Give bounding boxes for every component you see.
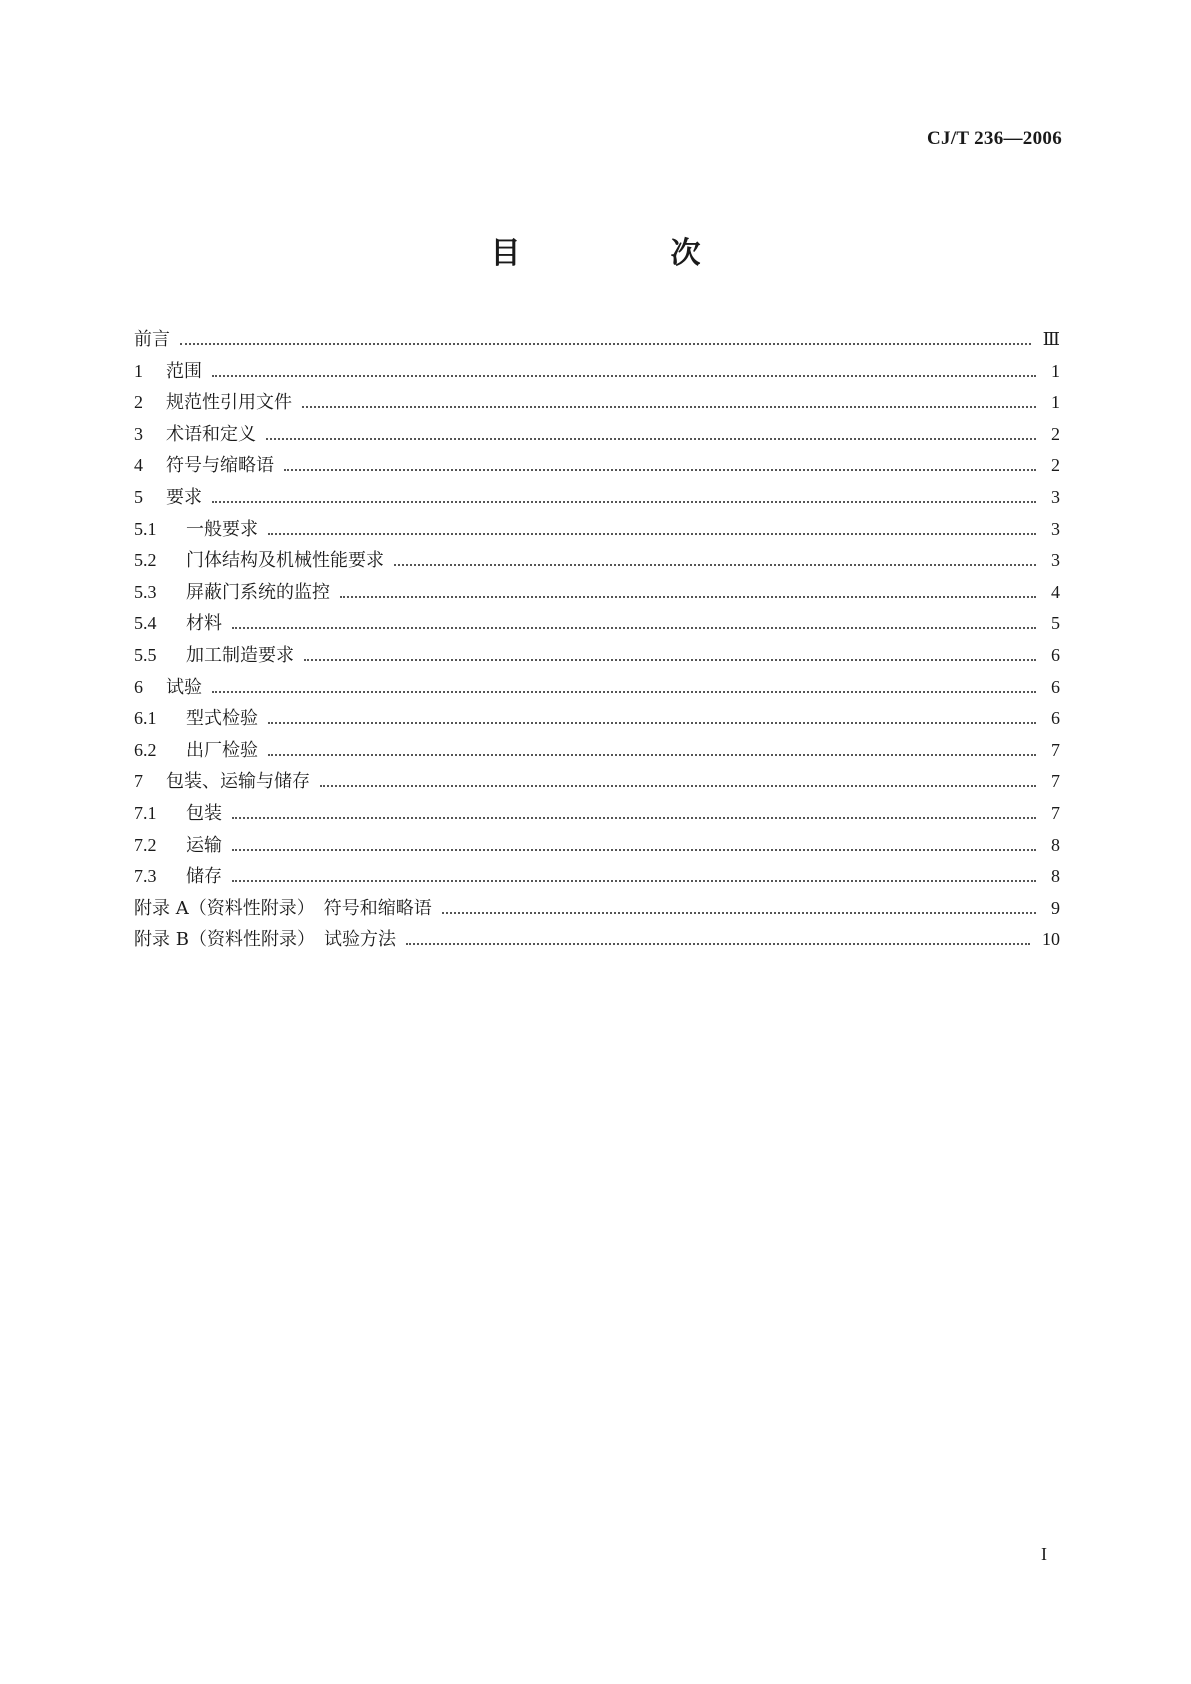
toc-entry-number: 6.1 — [134, 708, 157, 729]
toc-entry-title: 试验 — [166, 676, 202, 698]
toc-entry-number: 4 — [134, 455, 143, 476]
dot-leader — [232, 849, 1036, 851]
toc-entry-title: 包装 — [186, 802, 222, 824]
toc-entry-label — [134, 420, 266, 446]
toc-entry-page: 6 — [1051, 644, 1060, 665]
toc-entry-title: 附录 B（资料性附录） 试验方法 — [134, 929, 396, 951]
toc-entry-page: 8 — [1051, 834, 1060, 855]
toc-entry-number: 1 — [134, 360, 143, 381]
toc-entry[interactable] — [134, 704, 1060, 736]
toc-entry-number: 5.1 — [134, 518, 157, 539]
toc-entry-number: 3 — [134, 423, 143, 444]
toc-entry-page: 2 — [1051, 455, 1060, 476]
toc-entry-label — [134, 451, 284, 477]
toc-entry-page: 5 — [1051, 613, 1060, 634]
toc-entry-title: 前言 — [134, 329, 170, 350]
toc-entry-page: Ⅲ — [1042, 329, 1060, 349]
toc-entry-label — [134, 388, 302, 414]
toc-entry-page: 10 — [1042, 929, 1060, 950]
toc-entry-title: 一般要求 — [186, 518, 258, 540]
toc-entry-page: 7 — [1051, 802, 1060, 823]
toc-entry[interactable] — [134, 515, 1060, 547]
toc-entry[interactable] — [134, 451, 1060, 483]
toc-entry-label — [134, 641, 304, 667]
toc-entry[interactable] — [134, 799, 1060, 831]
toc-entry[interactable] — [134, 388, 1060, 420]
toc-entry-title: 包装、运输与储存 — [166, 771, 310, 793]
toc-title: 目 次 — [490, 236, 761, 271]
toc-entry-title: 门体结构及机械性能要求 — [186, 550, 384, 572]
toc-entry-number: 6 — [134, 676, 143, 697]
toc-entry-number: 7.3 — [134, 866, 157, 887]
toc-entry-title: 储存 — [186, 866, 222, 888]
dot-leader — [212, 501, 1036, 503]
standard-code: CJ/T 236—2006 — [927, 128, 1062, 149]
toc-entry[interactable] — [134, 641, 1060, 673]
toc-entry-page: 4 — [1051, 581, 1060, 602]
toc-entry[interactable] — [134, 925, 1060, 957]
toc-entry-label — [134, 736, 268, 762]
toc-entry-number: 5.5 — [134, 644, 157, 665]
dot-leader — [268, 722, 1036, 724]
toc-entry-label — [134, 799, 232, 825]
toc-entry-title: 型式检验 — [186, 708, 258, 730]
dot-leader — [442, 912, 1036, 914]
toc-entry-number: 2 — [134, 392, 143, 413]
toc-entry-label — [134, 357, 212, 383]
dot-leader — [180, 343, 1031, 345]
dot-leader — [232, 627, 1036, 629]
toc-entry-label — [134, 767, 320, 793]
toc-entry-title: 屏蔽门系统的监控 — [186, 581, 330, 603]
toc-entry-label — [134, 546, 394, 572]
toc-entry-title: 要求 — [166, 486, 202, 508]
toc-entry-page: 7 — [1051, 771, 1060, 792]
toc-entry-label — [134, 862, 232, 888]
toc-entry-page: 3 — [1051, 486, 1060, 507]
dot-leader — [212, 691, 1036, 693]
toc-entry-page: 6 — [1051, 708, 1060, 729]
toc-entry-page: 2 — [1051, 423, 1060, 444]
toc-entry-number: 5.3 — [134, 581, 157, 602]
toc-entry-title: 出厂检验 — [186, 739, 258, 761]
toc-entry[interactable] — [134, 420, 1060, 452]
toc-entry-label — [134, 673, 212, 699]
dot-leader — [268, 754, 1036, 756]
dot-leader — [232, 880, 1036, 882]
toc-entry-title: 规范性引用文件 — [166, 392, 292, 414]
dot-leader — [406, 943, 1030, 945]
toc-entry[interactable] — [134, 831, 1060, 863]
dot-leader — [302, 406, 1036, 408]
toc-entry-page: 3 — [1051, 550, 1060, 571]
dot-leader — [340, 596, 1036, 598]
dot-leader — [394, 564, 1036, 566]
toc-entry-title: 材料 — [186, 613, 222, 635]
toc-entry-number: 7.2 — [134, 834, 157, 855]
toc-entry-number: 5 — [134, 486, 143, 507]
toc-entry-number: 5.4 — [134, 613, 157, 634]
toc-entry[interactable] — [134, 609, 1060, 641]
toc-entry-label — [134, 578, 340, 604]
toc-entry[interactable] — [134, 546, 1060, 578]
toc-entry[interactable] — [134, 578, 1060, 610]
toc-entry-page: 1 — [1051, 392, 1060, 413]
toc-entry[interactable] — [134, 862, 1060, 894]
toc-entry-label — [134, 831, 232, 857]
toc-entry-title: 符号与缩略语 — [166, 455, 274, 477]
toc-entry-label — [134, 704, 268, 730]
toc-entry-title: 术语和定义 — [166, 423, 256, 445]
toc-entry-label — [134, 515, 268, 541]
toc-entry-label — [134, 925, 406, 951]
toc-entry-page: 1 — [1051, 360, 1060, 381]
toc-entry-title: 附录 A（资料性附录） 符号和缩略语 — [134, 897, 432, 919]
toc-entry[interactable] — [134, 483, 1060, 515]
toc-entry-title: 加工制造要求 — [186, 644, 294, 666]
toc-entry-number: 5.2 — [134, 550, 157, 571]
toc-entry-page: 6 — [1051, 676, 1060, 697]
toc-entry-label — [134, 483, 212, 509]
dot-leader — [284, 469, 1036, 471]
toc-entry-page: 9 — [1051, 897, 1060, 918]
toc-entry-page: 8 — [1051, 866, 1060, 887]
dot-leader — [266, 438, 1036, 440]
toc-entry[interactable] — [134, 894, 1060, 926]
toc-entry-label — [134, 609, 232, 635]
toc-entry-number: 7 — [134, 771, 143, 792]
toc-entry[interactable] — [134, 325, 1060, 357]
dot-leader — [304, 659, 1036, 661]
toc-entry-page: 7 — [1051, 739, 1060, 760]
table-of-contents — [134, 325, 1060, 957]
toc-entry[interactable] — [134, 767, 1060, 799]
toc-entry-label — [134, 325, 180, 351]
dot-leader — [232, 817, 1036, 819]
toc-entry-page: 3 — [1051, 518, 1060, 539]
toc-entry-number: 6.2 — [134, 739, 157, 760]
toc-entry-title: 范围 — [166, 360, 202, 382]
dot-leader — [320, 785, 1036, 787]
dot-leader — [268, 533, 1036, 535]
dot-leader — [212, 375, 1036, 377]
page-number: I — [1041, 1544, 1047, 1564]
toc-entry[interactable] — [134, 357, 1060, 389]
toc-entry-number: 7.1 — [134, 802, 157, 823]
toc-entry[interactable] — [134, 736, 1060, 768]
toc-entry[interactable] — [134, 673, 1060, 705]
toc-entry-label — [134, 894, 442, 920]
toc-entry-title: 运输 — [186, 834, 222, 856]
